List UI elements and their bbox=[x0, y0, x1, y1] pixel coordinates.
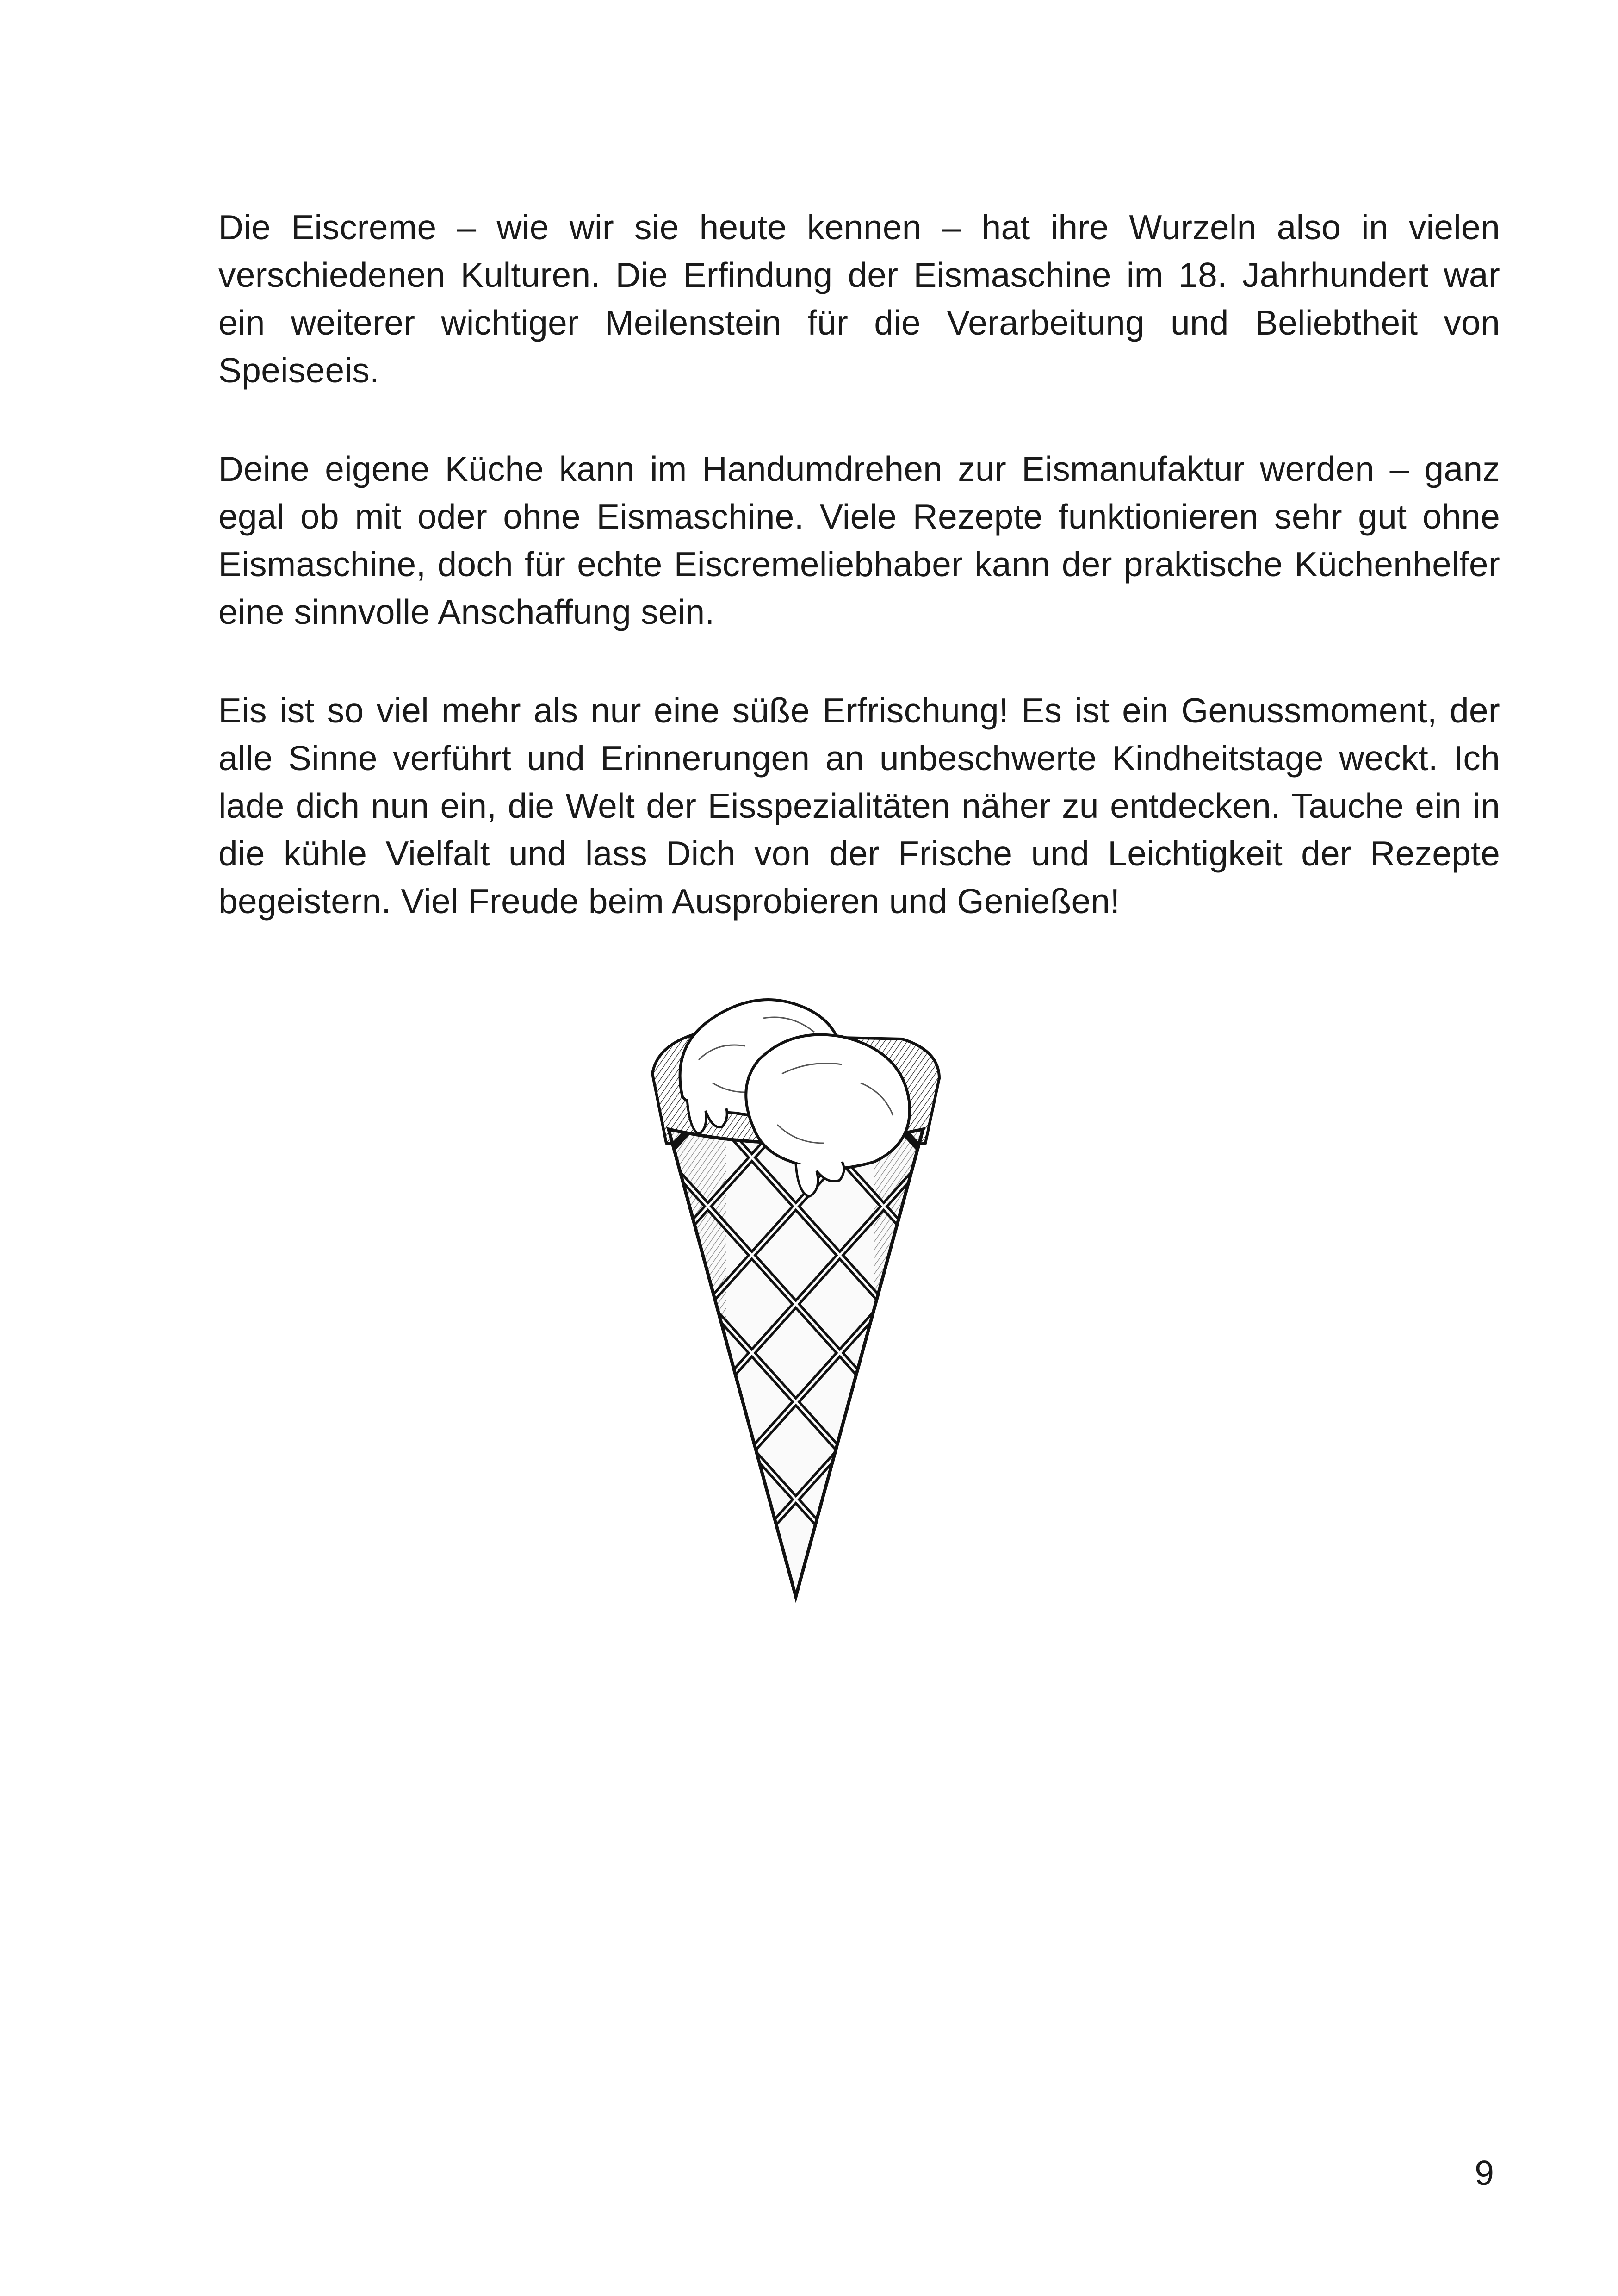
body-text bbox=[218, 204, 1500, 976]
paragraph-3: Eis ist so viel mehr als nur eine süße Erfrischung! Es ist ein Genussmoment, der alle Sinne verführt und Erinnerungen an unbeschwerte Kindheitstage weckt. Ich lade dich nun ein, die Welt der Eisspezialitäten näher zu entdecken. Tauche ein in die kühle Vielfalt und lass Dich von der Frische und Leichtigkeit der Rezepte begeistern. Viel Freude beim Ausprobieren und Genießen! bbox=[218, 691, 1500, 921]
ice-cream-cone-icon bbox=[643, 990, 948, 1606]
page-number: 9 bbox=[1475, 2153, 1494, 2192]
paragraph-1: Die Eiscreme – wie wir sie heute kennen – hat ihre Wurzeln also in vielen verschiedenen Kulturen. Die Erfindung der Eismaschine im 18. Jahrhundert war ein weiterer wichtiger Meilenstein für die Verarbeitung und Beliebtheit von Speiseeis. bbox=[218, 208, 1500, 390]
paragraph-2: Deine eigene Küche kann im Handumdrehen zur Eismanufaktur werden – ganz egal ob mit oder ohne Eismaschine. Viele Rezepte funktionieren sehr gut ohne Eismaschine, doch für echte Eiscremeliebhaber kann der praktische Küchenhelfer eine sinnvolle Anschaffung sein. bbox=[218, 449, 1500, 631]
